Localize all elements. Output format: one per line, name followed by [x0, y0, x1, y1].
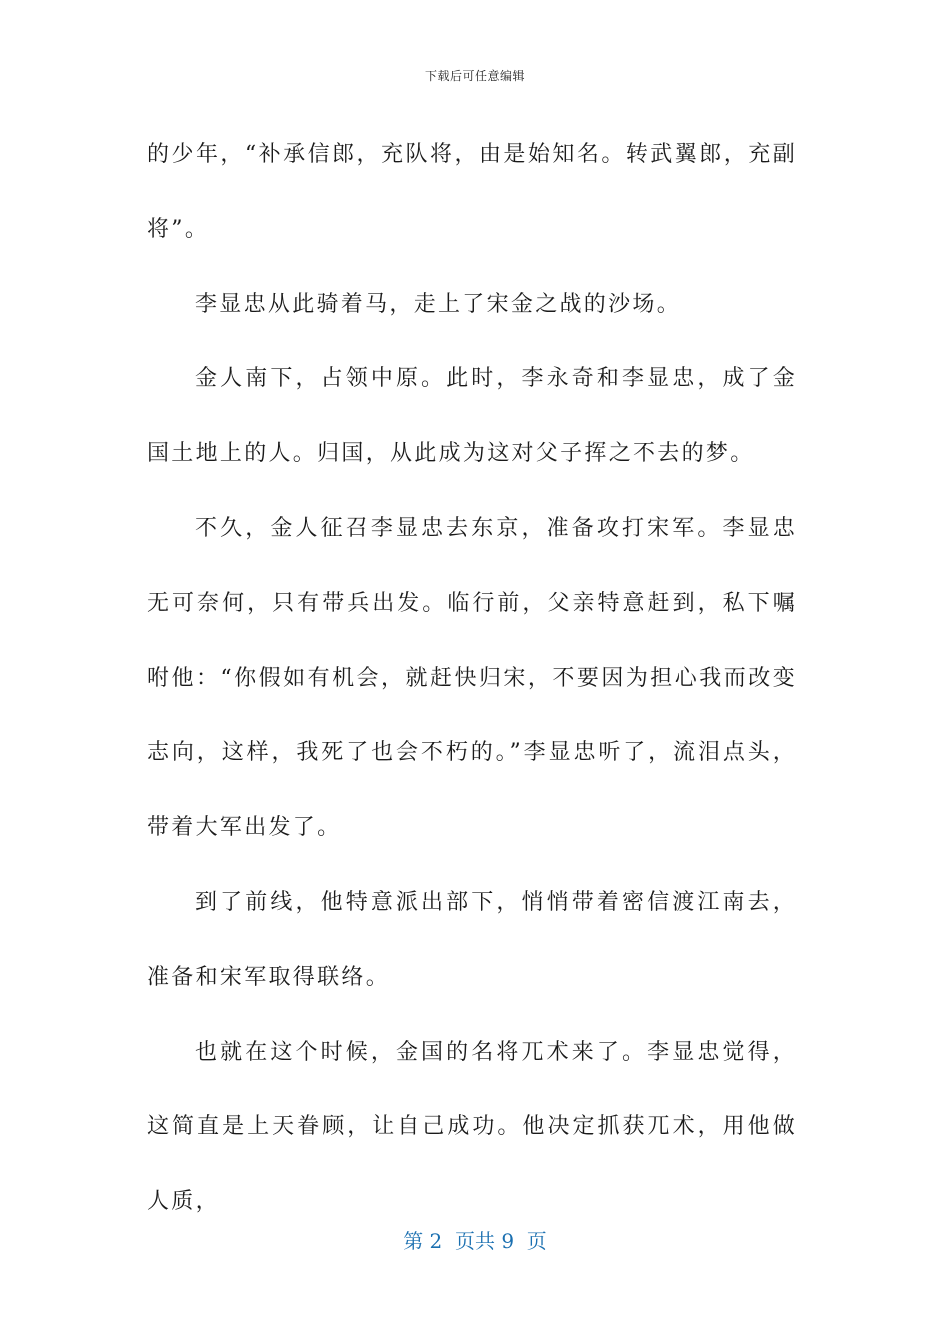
paragraph-6: 也就在这个时候，金国的名将兀术来了。李显忠觉得，这简直是上天眷顾，让自己成功。他决定抓获兀术，用他做人质， — [147, 1039, 797, 1215]
document-body — [147, 118, 797, 1240]
paragraph-1: 的少年，“补承信郎，充队将，由是始知名。转武翼郎，充副将”。 — [147, 142, 797, 242]
paragraph-2: 李显忠从此骑着马，走上了宋金之战的沙场。 — [195, 291, 682, 317]
paragraph-3: 金人南下，占领中原。此时，李永奇和李显忠，成了金国土地上的人。归国，从此成为这对父子挥之不去的梦。 — [147, 366, 797, 467]
page-header: 下载后可任意编辑 — [424, 69, 525, 83]
paragraph-4: 不久，金人征召李显忠去东京，准备攻打宋军。李显忠无可奈何，只有带兵出发。临行前，父亲特意赶到，私下嘱咐他：“你假如有机会，就赶快归宋，不要因为担心我而改变志向，这样，我死了也会不朽的。”李显忠听了，流泪点头，带着大军出发了。 — [147, 515, 797, 841]
page-number-footer: 第 2 页共 9 页 — [403, 1229, 547, 1253]
paragraph-5: 到了前线，他特意派出部下，悄悄带着密信渡江南去，准备和宋军取得联络。 — [147, 889, 797, 990]
